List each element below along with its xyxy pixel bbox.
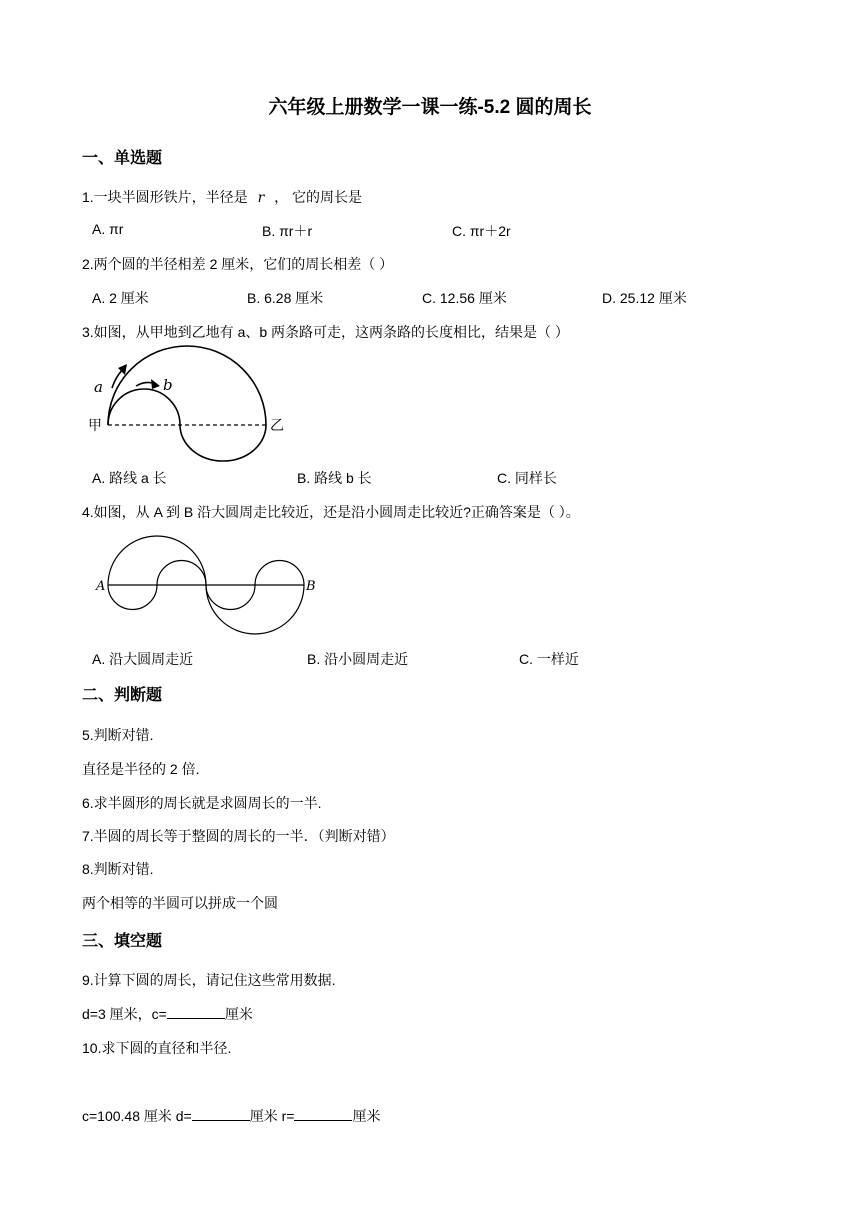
- question-5: 5.判断对错.: [82, 727, 154, 743]
- q4-option-c[interactable]: C. 一样近: [519, 651, 579, 667]
- q1-option-b[interactable]: B. πr＋r: [262, 223, 313, 239]
- question-1-variable: r: [257, 190, 265, 206]
- question-8-statement: 两个相等的半圆可以拼成一个圆: [82, 895, 278, 911]
- question-10: 10.求下圆的直径和半径.: [82, 1040, 232, 1056]
- large-circle-right-lower: [206, 585, 304, 634]
- section-heading-single-choice: 一、单选题: [82, 150, 163, 167]
- question-4: 4.如图，从 A 到 B 沿大圆周走比较近，还是沿小圆周走比较近?正确答案是（ ）。: [82, 504, 580, 520]
- q2-option-c[interactable]: C. 12.56 厘米: [422, 290, 507, 306]
- question-10-line: [82, 1106, 380, 1126]
- question-7: 7.半圆的周长等于整圆的周长的一半．（判断对错）: [82, 828, 395, 844]
- q4-option-a[interactable]: A. 沿大圆周走近: [92, 651, 194, 667]
- question-1: [82, 187, 362, 207]
- q1-option-c[interactable]: C. πr＋2r: [452, 223, 511, 239]
- question-8: 8.判断对错.: [82, 861, 154, 877]
- question-3-figure: [80, 340, 300, 462]
- small-circle-3: [206, 585, 255, 609]
- q2-option-b[interactable]: B. 6.28 厘米: [247, 290, 324, 306]
- q10-diameter-blank[interactable]: [192, 1108, 250, 1121]
- page-title: 六年级上册数学一课一练-5.2 圆的周长: [268, 97, 592, 118]
- route-b-label: b: [163, 376, 173, 394]
- question-1-text-a: 1.一块半圆形铁片，半径是: [82, 189, 248, 205]
- q3-option-c[interactable]: C. 同样长: [497, 470, 557, 486]
- point-b-label: B: [306, 579, 316, 594]
- question-3: 3.如图，从甲地到乙地有 a、b 两条路可走，这两条路的长度相比，结果是（ ）: [82, 324, 569, 340]
- end-point-label: 乙: [270, 418, 284, 434]
- question-9-line: [82, 1004, 253, 1024]
- start-point-label: 甲: [88, 418, 102, 434]
- question-1-text-b: ， 它的周长是: [274, 189, 363, 205]
- route-a-arc: [108, 346, 266, 425]
- small-circle-1: [108, 585, 157, 609]
- question-10-unit: 厘米: [352, 1108, 381, 1124]
- section-heading-true-false: 二、判断题: [82, 687, 163, 704]
- question-2: 2.两个圆的半径相差 2 厘米，它们的周长相差（ ）: [82, 256, 394, 272]
- q2-option-d[interactable]: D. 25.12 厘米: [602, 290, 687, 306]
- q10-radius-blank[interactable]: [294, 1108, 352, 1121]
- small-circle-2: [157, 561, 206, 586]
- question-5-statement: 直径是半径的 2 倍.: [82, 761, 200, 777]
- question-10-prompt: c=100.48 厘米 d=: [82, 1108, 192, 1124]
- question-6: 6.求半圆形的周长就是求圆周长的一半.: [82, 795, 322, 811]
- q1-option-a[interactable]: A. πr: [92, 221, 124, 237]
- q2-option-a[interactable]: A. 2 厘米: [92, 290, 149, 306]
- question-9-prompt: d=3 厘米，c=: [82, 1006, 167, 1022]
- q3-option-b[interactable]: B. 路线 b 长: [297, 470, 372, 486]
- q9-answer-blank[interactable]: [167, 1006, 225, 1019]
- point-a-label: A: [96, 579, 106, 594]
- q3-option-a[interactable]: A. 路线 a 长: [92, 470, 167, 486]
- question-9-unit: 厘米: [224, 1006, 253, 1022]
- question-4-figure: [90, 528, 330, 638]
- small-circle-4: [255, 561, 304, 586]
- question-10-mid: 厘米 r=: [249, 1108, 295, 1124]
- section-heading-fill-blank: 三、填空题: [82, 933, 163, 950]
- route-a-label: a: [94, 378, 103, 396]
- large-circle-left-upper: [108, 536, 206, 585]
- question-9: 9.计算下圆的周长，请记住这些常用数据.: [82, 972, 336, 988]
- q4-option-b[interactable]: B. 沿小圆周走近: [307, 651, 409, 667]
